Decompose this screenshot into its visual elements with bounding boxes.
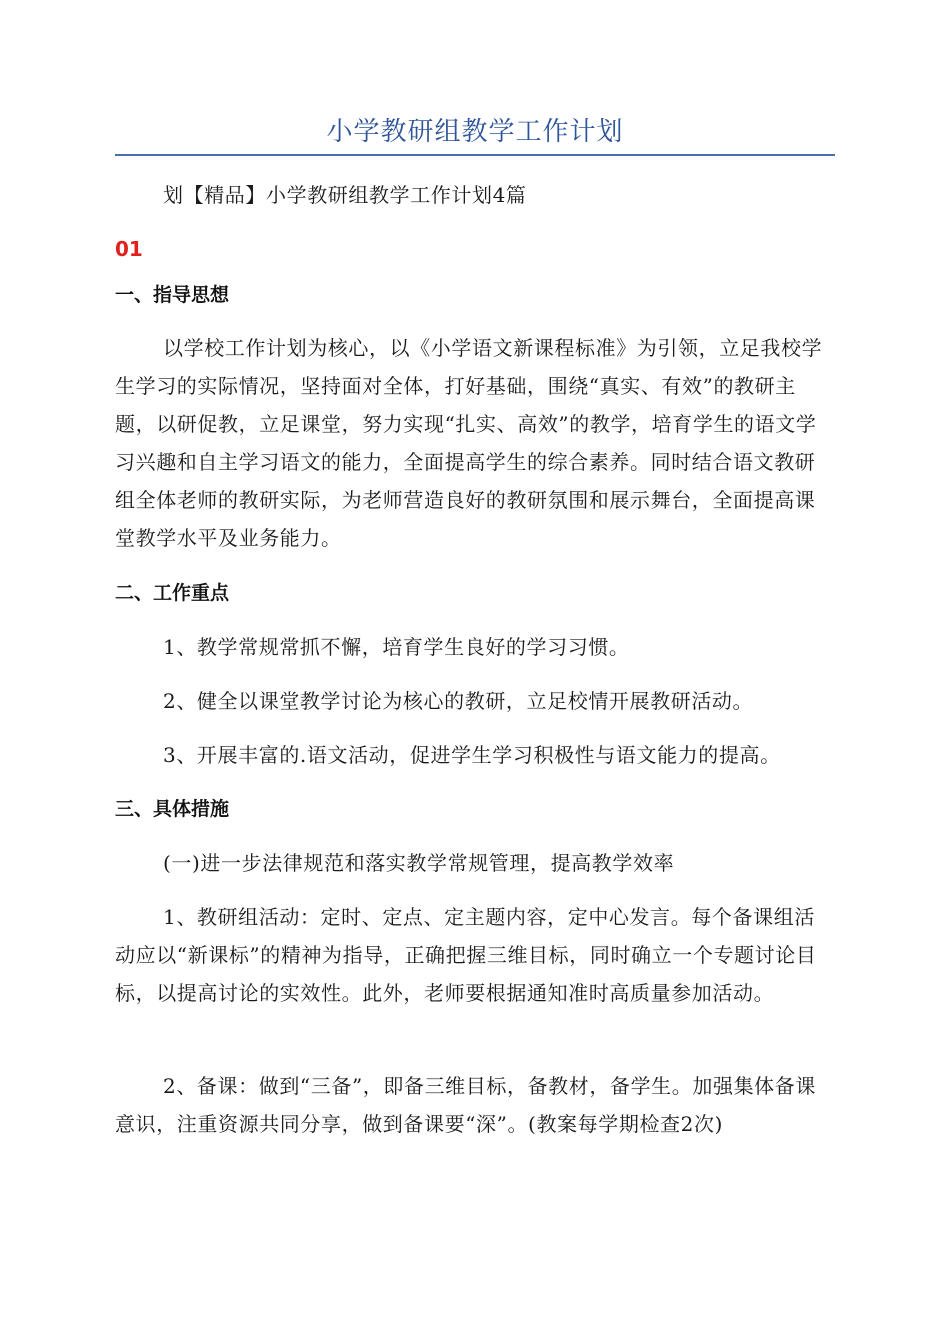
- focus-item-1: 1、教学常规常抓不懈，培育学生良好的学习习惯。: [163, 635, 630, 659]
- heading-specific-measures: 三、具体措施: [115, 798, 230, 820]
- section-number: 01: [115, 237, 143, 261]
- title-underline: [115, 154, 835, 156]
- document-subtitle: 划【精品】小学教研组教学工作计划4篇: [163, 183, 527, 207]
- measure-paragraph-1: 1、教研组活动：定时、定点、定主题内容，定中心发言。每个备课组活动应以“新课标”的精神为指导，正确把握三维目标，同时确立一个专题讨论目标，以提高讨论的实效性。此外，老师要根据通知准时高质量参加活动。: [115, 905, 817, 1005]
- measure-paragraph-2: 2、备课：做到“三备”，即备三维目标，备教材，备学生。加强集体备课意识，注重资源共同分享，做到备课要“深”。(教案每学期检查2次): [115, 1074, 816, 1136]
- guiding-paragraph: 以学校工作计划为核心，以《小学语文新课程标准》为引领，立足我校学生学习的实际情况，坚持面对全体，打好基础，围绕“真实、有效”的教研主题，以研促教，立足课堂，努力实现“扎实、高效”的教学，培育学生的语文学习兴趣和自主学习语文的能力，全面提高学生的综合素养。同时结合语文教研组全体老师的教研实际，为老师营造良好的教研氛围和展示舞台，全面提高课堂教学水平及业务能力。: [115, 336, 823, 550]
- heading-guiding-ideology: 一、指导思想: [115, 284, 230, 306]
- heading-work-focus: 二、工作重点: [115, 582, 230, 604]
- measures-subheading: (一)进一步法律规范和落实教学常规管理，提高教学效率: [163, 851, 675, 875]
- focus-item-2: 2、健全以课堂教学讨论为核心的教研，立足校情开展教研活动。: [163, 689, 754, 713]
- document-title: 小学教研组教学工作计划: [326, 117, 624, 147]
- focus-item-3: 3、开展丰富的.语文活动，促进学生学习积极性与语文能力的提高。: [163, 743, 781, 767]
